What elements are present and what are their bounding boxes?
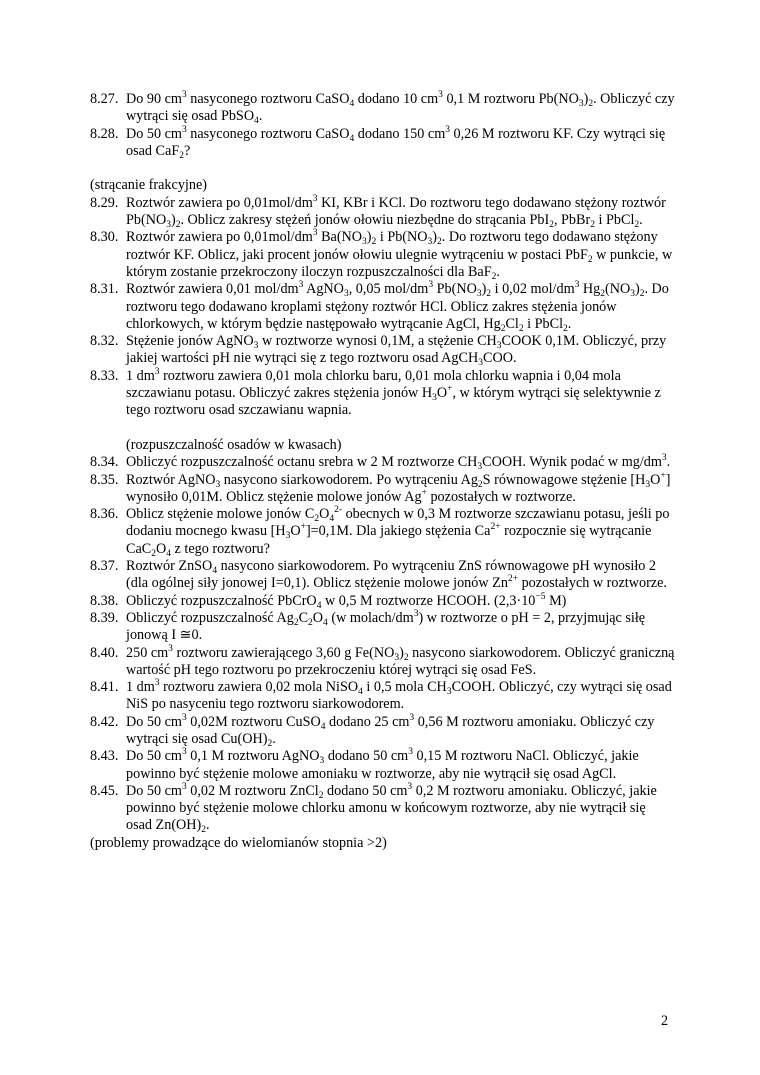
problem-number: 8.36. <box>90 506 119 523</box>
problem-text: 250 $cm^3$ roztworu zawierającego 3,60 g $Fe(NO_3)_2$ nasycono siarkowodorem. Obliczyć graniczną wartość pH tego roztworu po przekroczeniu której wytrąci się osad FeS. <box>126 643 675 678</box>
problem-text: Roztwór AgNO$_3$ nasycono siarkowodorem. Po wytrąceniu $Ag_2S$ równowagowe stężenie $[H_3O^+]$ wynosiło 0,01M. Oblicz stężenie molowe jonów Ag+ pozostałych w roztworze. <box>126 470 671 505</box>
problem-8-41 <box>90 679 675 714</box>
problem-8-32 <box>90 333 675 368</box>
problem-text: Obliczyć rozpuszczalność PbCrO$_4$ w 0,5 M roztworze HCOOH. ($2,3\cdot 10^{-5}$ M) <box>126 591 567 611</box>
problem-number: 8.31. <box>90 281 119 298</box>
problem-number: 8.28. <box>90 125 119 142</box>
problem-text: Roztwór zawiera po $0,01mol/dm^3$ $Ba(NO_3)_2$ i $Pb(NO_3)_2$. Do roztworu tego dodawano stężony roztwór KF. Oblicz, jaki procent jonów ołowiu ulegnie wytrąceniu w postaci PbF$_2$ w punkcie, w którym zostanie przekroczony iloczyn rozpuszczalności dla BaF$_2$. <box>126 228 673 282</box>
problem-8-29 <box>90 195 675 230</box>
problem-text: Oblicz stężenie molowe jonów $C_2O_4^{2-}$ obecnych w 0,3 M roztworze szczawianu potasu, jeśli po dodaniu mocnego kwasu $[H_3O^+]=0,1M$. Dla jakiego stężenia $Ca^{2+}$ rozpocznie się wytrącanie $CaC_2O_4$ z tego roztworu? <box>126 505 670 559</box>
problem-number: 8.41. <box>90 679 119 696</box>
problem-8-30 <box>90 229 675 281</box>
problem-8-42 <box>90 714 675 749</box>
problem-8-43 <box>90 748 675 783</box>
problem-8-38 <box>90 593 675 610</box>
problem-8-34 <box>90 454 675 471</box>
problem-text: 1 $dm^3$ roztworu zawiera 0,01 mola chlorku baru, 0,01 mola chlorku wapnia i 0,04 mola szczawianu potasu. Obliczyć zakres stężenia jonów $H_3O^+$, w którym wytrąci się selektywnie z tego roztworu osad szczawianu wapnia. <box>126 366 661 419</box>
problem-8-35 <box>90 472 675 507</box>
problem-number: 8.30. <box>90 229 119 246</box>
problem-text: Obliczyć rozpuszczalność $Ag_2C_2O_4$ (w molach/$dm^3$) w roztworze o pH = 2, przyjmując siłę jonową I ≅0. <box>126 608 646 644</box>
problem-text: Do 90 $cm^3$ nasyconego roztworu CaSO$_4$ dodano 10 $cm^3$ 0,1 M roztworu $Pb(NO_3)_2$. Obliczyć czy wytrąci się osad PbSO$_4$. <box>126 90 675 127</box>
problem-number: 8.37. <box>90 558 119 575</box>
problem-number: 8.34. <box>90 454 119 471</box>
problem-text: Roztwór ZnSO$_4$ nasycono siarkowodorem. Po wytrąceniu ZnS równowagowe pH wynosiło 2 (dla ogólnej siły jonowej I=0,1). Oblicz stężenie molowe jonów $Zn^{2+}$ pozostałych w roztworze. <box>126 558 667 592</box>
problem-8-33 <box>90 368 675 420</box>
problem-text: 1 $dm^3$ roztworu zawiera 0,02 mola NiSO$_4$ i 0,5 mola $CH_3COOH$. Obliczyć, czy wytrąci się osad NiS po nasyceniu tego roztworu siarkowodorem. <box>126 678 672 713</box>
problem-number: 8.33. <box>90 367 119 384</box>
spacer <box>90 160 675 177</box>
problem-text: Do 50 $cm^3$ 0,02M roztworu CuSO$_4$ dodano 25 $cm^3$ 0,56 M roztworu amoniaku. Obliczyć czy wytrąci się osad $Cu(OH)_2$. <box>126 712 655 749</box>
problem-8-37 <box>90 558 675 593</box>
problem-number: 8.35. <box>90 471 119 488</box>
problem-number: 8.38. <box>90 592 119 609</box>
problem-text: Do 50 $cm^3$ 0,1 M roztworu AgNO$_3$ dodano 50 $cm^3$ 0,15 M roztworu NaCl. Obliczyć, jakie powinno być stężenie molowe amoniaku w roztworze, aby nie wytrącił się osad AgCl. <box>126 747 639 782</box>
problem-8-39 <box>90 610 675 645</box>
problem-number: 8.39. <box>90 609 119 626</box>
problem-number: 8.32. <box>90 333 119 350</box>
section-label-fractional: (strącanie frakcyjne) <box>90 177 207 194</box>
problem-number: 8.43. <box>90 748 119 765</box>
problem-text: Do 50 $cm^3$ 0,02 M roztworu ZnCl$_2$ dodano 50 $cm^3$ 0,2 M roztworu amoniaku. Obliczyć, jakie powinno być stężenie molowe chlorku amonu w końcowym roztworze, aby nie wytrącił się osad $Zn(OH)_2$. <box>126 781 657 836</box>
problem-number: 8.45. <box>90 782 119 799</box>
problem-8-45 <box>90 783 675 835</box>
problem-8-28 <box>90 126 675 161</box>
problem-8-36 <box>90 506 675 558</box>
problem-text: Stężenie jonów AgNO$_3$ w roztworze wynosi 0,1M, a stężenie $CH_3COOK$ 0,1M. Obliczyć, przy jakiej wartości pH nie wytrąci się z tego roztworu osad AgCH$_3$COO. <box>126 333 667 369</box>
problem-text: Obliczyć rozpuszczalność octanu srebra w 2 M roztworze $CH_3COOH$. Wynik podać w $mg/dm^3$. <box>126 453 671 473</box>
page-number: 2 <box>661 1013 669 1029</box>
spacer <box>90 420 675 437</box>
problem-8-31 <box>90 281 675 333</box>
problem-text: Do 50 $cm^3$ nasyconego roztworu CaSO$_4$ dodano 150 $cm^3$ 0,26 M roztworu KF. Czy wytrąci się osad CaF$_2$? <box>126 124 666 161</box>
problem-8-40 <box>90 645 675 680</box>
section-label-acid-solubility: (rozpuszczalność osadów w kwasach) <box>126 436 342 453</box>
problem-text: Roztwór zawiera 0,01 mol/$dm^3$ AgNO$_3$, 0,05 mol/$dm^3$ $Pb(NO_3)_2$ i 0,02 mol/$dm^3$ $Hg_2(NO_3)_2$. Do roztworu tego dodawano kroplami stężony roztwór HCl. Oblicz zakres stężenia jonów chlorkowych, w którym będzie następowało wytrącanie AgCl, $Hg_2Cl_2$ i PbCl$_2$. <box>126 280 669 334</box>
section-label-polynomials: (problemy prowadzące do wielomianów stopnia >2) <box>90 834 387 851</box>
problem-number: 8.42. <box>90 713 119 730</box>
problem-8-27 <box>90 91 675 126</box>
problem-number: 8.29. <box>90 194 119 211</box>
problem-number: 8.40. <box>90 644 119 661</box>
problem-text: Roztwór zawiera po $0,01mol/dm^3$ KI, KBr i KCl. Do roztworu tego dodawano stężony roztwór $Pb(NO_3)_2$. Oblicz zakresy stężeń jonów ołowiu niezbędne do strącania PbI$_2$, PbBr$_2$ i PbCl$_2$. <box>126 193 666 231</box>
problem-number: 8.27. <box>90 91 119 107</box>
problem-list <box>90 91 675 852</box>
